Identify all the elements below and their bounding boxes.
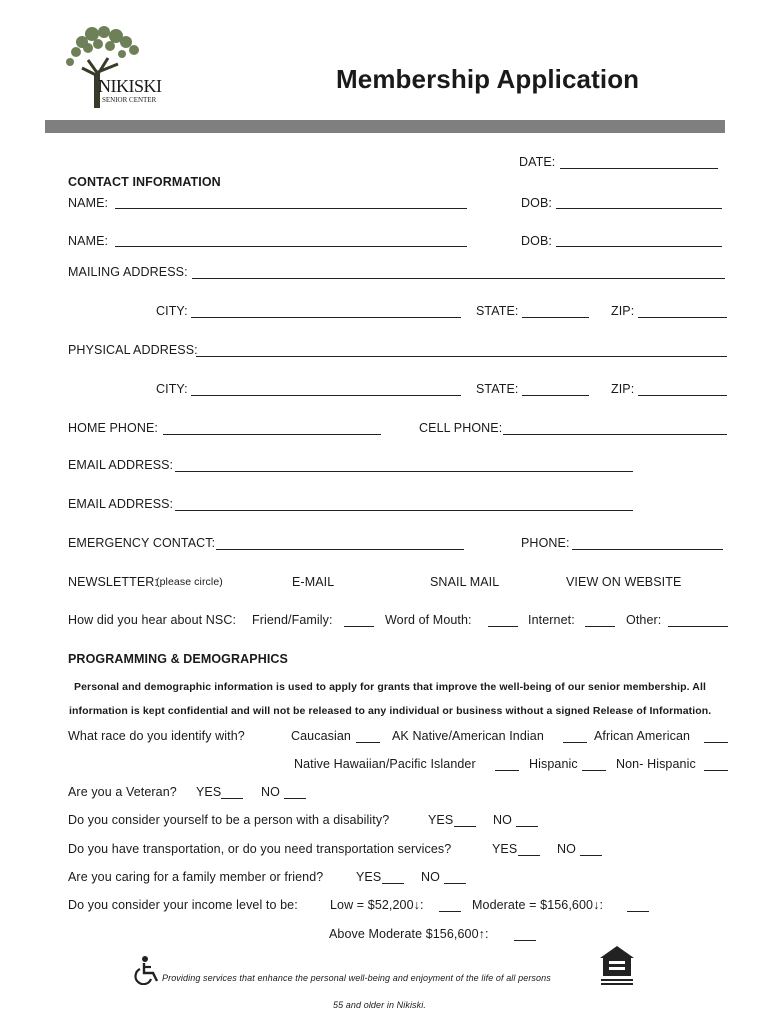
equal-housing-opportunity-icon: [598, 944, 636, 986]
newsletter-hint: (please circle): [156, 576, 223, 588]
race-ak-native-label: AK Native/American Indian: [392, 729, 544, 743]
city-label-1: CITY:: [156, 304, 188, 318]
hear-word-of-mouth-label: Word of Mouth:: [385, 613, 472, 627]
zip-field-1[interactable]: [638, 317, 727, 318]
header-divider: [45, 120, 725, 133]
footer-line-1: Providing services that enhance the personal well-being and enjoyment of the life of all persons: [162, 973, 551, 983]
state-label-2: STATE:: [476, 382, 519, 396]
privacy-notice-line2: information is kept confidential and will not be released to any individual or business without a signed Release of Information.: [69, 705, 712, 717]
disability-yes-field[interactable]: [454, 826, 476, 827]
transportation-no-label: NO: [557, 842, 576, 856]
name-field-2[interactable]: [115, 246, 467, 247]
mailing-address-label: MAILING ADDRESS:: [68, 265, 188, 279]
transportation-no-field[interactable]: [580, 855, 602, 856]
date-field[interactable]: [560, 168, 718, 169]
contact-heading: CONTACT INFORMATION: [68, 175, 221, 189]
email-label-1: EMAIL ADDRESS:: [68, 458, 174, 472]
race-pacific-islander-label: Native Hawaiian/Pacific Islander: [294, 757, 476, 771]
state-field-1[interactable]: [522, 317, 589, 318]
physical-address-label: PHYSICAL ADDRESS:: [68, 343, 198, 357]
logo-text: NIKISKI: [98, 76, 162, 96]
programming-heading: PROGRAMMING & DEMOGRAPHICS: [68, 652, 288, 666]
income-above-moderate-field[interactable]: [514, 940, 536, 941]
income-above-moderate-label: Above Moderate $156,600↑:: [329, 927, 489, 941]
zip-label-2: ZIP:: [611, 382, 635, 396]
hear-other-label: Other:: [626, 613, 662, 627]
name-label-1: NAME:: [68, 196, 109, 210]
transportation-question: Do you have transportation, or do you need transportation services?: [68, 842, 452, 856]
caregiver-no-field[interactable]: [444, 883, 466, 884]
race-caucasian-field[interactable]: [356, 742, 380, 743]
income-moderate-field[interactable]: [627, 911, 649, 912]
physical-address-field[interactable]: [196, 356, 727, 357]
city-field-1[interactable]: [191, 317, 461, 318]
emergency-contact-field[interactable]: [216, 549, 464, 550]
dob-field-1[interactable]: [556, 208, 722, 209]
nikiski-logo: [62, 24, 172, 114]
emergency-phone-label: PHONE:: [521, 536, 570, 550]
caregiver-question: Are you caring for a family member or friend?: [68, 870, 324, 884]
disability-no-field[interactable]: [516, 826, 538, 827]
zip-label-1: ZIP:: [611, 304, 635, 318]
race-caucasian-label: Caucasian: [291, 729, 351, 743]
email-field-1[interactable]: [175, 471, 633, 472]
race-hispanic-field[interactable]: [582, 770, 606, 771]
veteran-no-label: NO: [261, 785, 280, 799]
date-label: DATE:: [519, 155, 556, 169]
cell-phone-field[interactable]: [503, 434, 727, 435]
veteran-no-field[interactable]: [284, 798, 306, 799]
disability-yes-label: YES: [428, 813, 454, 827]
disability-question: Do you consider yourself to be a person with a disability?: [68, 813, 390, 827]
city-field-2[interactable]: [191, 395, 461, 396]
race-question: What race do you identify with?: [68, 729, 245, 743]
emergency-contact-label: EMERGENCY CONTACT:: [68, 536, 216, 550]
name-field-1[interactable]: [115, 208, 467, 209]
race-pacific-islander-field[interactable]: [495, 770, 519, 771]
dob-label-2: DOB:: [521, 234, 552, 248]
income-low-field[interactable]: [439, 911, 461, 912]
veteran-question: Are you a Veteran?: [68, 785, 177, 799]
race-african-american-label: African American: [594, 729, 691, 743]
footer-line-2: 55 and older in Nikiski.: [333, 1000, 426, 1010]
veteran-yes-field[interactable]: [221, 798, 243, 799]
hear-other-field[interactable]: [668, 626, 728, 627]
disability-no-label: NO: [493, 813, 512, 827]
hear-friend-family-label: Friend/Family:: [252, 613, 333, 627]
transportation-yes-field[interactable]: [518, 855, 540, 856]
mailing-address-field[interactable]: [192, 278, 725, 279]
race-african-american-field[interactable]: [704, 742, 728, 743]
transportation-yes-label: YES: [492, 842, 518, 856]
dob-label-1: DOB:: [521, 196, 552, 210]
newsletter-option-website[interactable]: VIEW ON WEBSITE: [566, 575, 682, 589]
newsletter-option-snail-mail[interactable]: SNAIL MAIL: [430, 575, 500, 589]
newsletter-option-email[interactable]: E-MAIL: [292, 575, 335, 589]
cell-phone-label: CELL PHONE:: [419, 421, 503, 435]
page-title: Membership Application: [336, 64, 640, 94]
caregiver-no-label: NO: [421, 870, 440, 884]
income-question: Do you consider your income level to be:: [68, 898, 298, 912]
emergency-phone-field[interactable]: [572, 549, 723, 550]
caregiver-yes-label: YES: [356, 870, 382, 884]
privacy-notice-line1: Personal and demographic information is used to apply for grants that improve the well-being of our senior membership. All: [74, 681, 706, 693]
caregiver-yes-field[interactable]: [382, 883, 404, 884]
income-moderate-label: Moderate = $156,600↓:: [472, 898, 604, 912]
logo-subtext: SENIOR CENTER: [102, 96, 157, 104]
newsletter-label: NEWSLETTER:: [68, 575, 158, 589]
zip-field-2[interactable]: [638, 395, 727, 396]
state-field-2[interactable]: [522, 395, 589, 396]
home-phone-field[interactable]: [163, 434, 381, 435]
wheelchair-accessibility-icon: [133, 955, 161, 985]
hear-about-question: How did you hear about NSC:: [68, 613, 237, 627]
hear-word-of-mouth-field[interactable]: [488, 626, 518, 627]
income-low-label: Low = $52,200↓:: [330, 898, 424, 912]
veteran-yes-label: YES: [196, 785, 222, 799]
state-label-1: STATE:: [476, 304, 519, 318]
home-phone-label: HOME PHONE:: [68, 421, 158, 435]
email-label-2: EMAIL ADDRESS:: [68, 497, 174, 511]
race-ak-native-field[interactable]: [563, 742, 587, 743]
dob-field-2[interactable]: [556, 246, 722, 247]
hear-internet-field[interactable]: [585, 626, 615, 627]
race-non-hispanic-label: Non- Hispanic: [616, 757, 696, 771]
hear-internet-label: Internet:: [528, 613, 575, 627]
race-hispanic-label: Hispanic: [529, 757, 578, 771]
race-non-hispanic-field[interactable]: [704, 770, 728, 771]
city-label-2: CITY:: [156, 382, 188, 396]
email-field-2[interactable]: [175, 510, 633, 511]
hear-friend-family-field[interactable]: [344, 626, 374, 627]
name-label-2: NAME:: [68, 234, 109, 248]
